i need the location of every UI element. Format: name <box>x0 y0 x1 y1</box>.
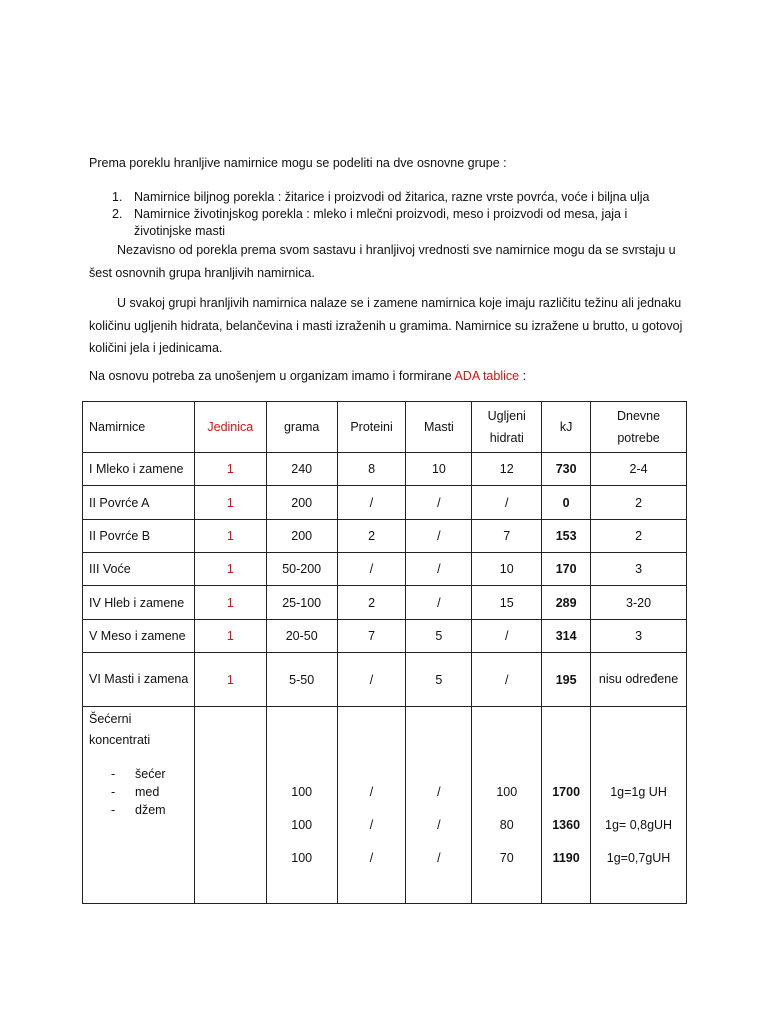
table-row <box>83 486 687 520</box>
fat-cell: 5 <box>406 620 472 653</box>
row-name: I Mleko i zamene <box>83 453 195 486</box>
row-name: II Povrće A <box>83 486 195 520</box>
daily-cell <box>591 707 687 904</box>
unit-cell: 1 <box>194 453 266 486</box>
carbs-cell <box>472 707 542 904</box>
header-cell: Proteini <box>337 402 406 453</box>
daily-cell: 3 <box>591 553 687 586</box>
header-cell: Ugljeni hidrati <box>472 402 542 453</box>
protein-cell: 7 <box>337 620 406 653</box>
grams-cell: 200 <box>266 520 337 553</box>
header-cell: Namirnice <box>83 402 195 453</box>
kj-cell: 195 <box>542 653 591 707</box>
protein-cell: 2 <box>337 586 406 620</box>
carbs-cell: 10 <box>472 553 542 586</box>
ada-tables-highlight: ADA tablice <box>454 369 520 383</box>
kj-cell: 0 <box>542 486 591 520</box>
daily-cell: 3 <box>591 620 687 653</box>
grams-cell: 25-100 <box>266 586 337 620</box>
unit-cell <box>194 707 266 904</box>
paragraph-groups: Nezavisno od porekla prema svom sastavu i hranljivoj vrednosti sve namirnice mogu da se svrstaju u šest osnovnih grupa hranljivih namirnica. <box>89 243 676 280</box>
carbs-value: 100 <box>496 784 518 799</box>
unit-cell: 1 <box>194 653 266 707</box>
table-header-row <box>83 402 687 453</box>
daily-cell: 2-4 <box>591 453 687 486</box>
fat-cell: / <box>406 486 472 520</box>
sugar-items <box>89 765 191 819</box>
daily-cell: 2 <box>591 486 687 520</box>
daily-cell: nisu određene <box>591 653 687 707</box>
header-cell: kJ <box>542 402 591 453</box>
daily-value: 1g=1g UH <box>610 784 667 799</box>
ada-intro-after: : <box>519 369 527 383</box>
table-row <box>83 553 687 586</box>
ada-table <box>82 401 687 904</box>
carbs-cell: 15 <box>472 586 542 620</box>
row-name: V Meso i zamene <box>83 620 195 653</box>
grams-value: 100 <box>291 784 313 799</box>
fat-value: / <box>437 817 441 832</box>
protein-cell: / <box>337 553 406 586</box>
table-row <box>83 453 687 486</box>
list-text: Namirnice životinjskog porekla : mleko i mlečni proizvodi, meso i proizvodi od mesa, jaja i životinjske masti <box>134 207 628 238</box>
carbs-cell: / <box>472 620 542 653</box>
kj-cell: 730 <box>542 453 591 486</box>
protein-value: / <box>369 850 374 865</box>
carbs-cell: / <box>472 653 542 707</box>
list-item: - džem <box>111 801 191 819</box>
daily-cell: 3-20 <box>591 586 687 620</box>
header-cell: Masti <box>406 402 472 453</box>
table-row <box>83 586 687 620</box>
fat-cell: / <box>406 553 472 586</box>
carbs-cell: 7 <box>472 520 542 553</box>
unit-cell: 1 <box>194 520 266 553</box>
unit-cell: 1 <box>194 620 266 653</box>
grams-cell: 20-50 <box>266 620 337 653</box>
table-row-sugar <box>83 707 687 904</box>
grams-cell <box>266 707 337 904</box>
row-name: II Povrće B <box>83 520 195 553</box>
row-name-sugar <box>83 707 195 904</box>
unit-cell: 1 <box>194 486 266 520</box>
list-item: - med <box>111 783 191 801</box>
header-cell: grama <box>266 402 337 453</box>
fat-cell: / <box>406 520 472 553</box>
daily-cell: 2 <box>591 520 687 553</box>
kj-cell: 170 <box>542 553 591 586</box>
protein-cell: / <box>337 486 406 520</box>
unit-cell: 1 <box>194 586 266 620</box>
list-item: - šećer <box>111 765 191 783</box>
paragraph-ada-intro <box>89 365 689 388</box>
protein-cell: 2 <box>337 520 406 553</box>
row-name: VI Masti i zamena <box>83 653 195 707</box>
protein-cell: 8 <box>337 453 406 486</box>
protein-value: / <box>369 817 374 832</box>
fat-value: / <box>437 784 441 799</box>
table-row <box>83 520 687 553</box>
carbs-cell: / <box>472 486 542 520</box>
table-row <box>83 653 687 707</box>
sugar-title: Šećerni koncentrati <box>89 712 151 747</box>
list-text: Namirnice biljnog porekla : žitarice i proizvodi od žitarica, razne vrste povrća, voće i biljna ulja <box>134 190 650 204</box>
protein-cell: / <box>337 653 406 707</box>
fat-cell <box>406 707 472 904</box>
unit-cell: 1 <box>194 553 266 586</box>
grams-cell: 5-50 <box>266 653 337 707</box>
row-name: IV Hleb i zamene <box>83 586 195 620</box>
list-number: 2. <box>112 207 123 221</box>
carbs-value: 70 <box>499 850 514 865</box>
intro-text: Prema poreklu hranljive namirnice mogu se podeliti na dve osnovne grupe : <box>89 156 507 170</box>
kj-cell <box>542 707 591 904</box>
fat-cell: 10 <box>406 453 472 486</box>
kj-cell: 289 <box>542 586 591 620</box>
fat-value: / <box>437 850 441 865</box>
row-name: III Voće <box>83 553 195 586</box>
kj-cell: 153 <box>542 520 591 553</box>
ada-intro-before: Na osnovu potreba za unošenjem u organizam imamo i formirane <box>89 369 455 383</box>
daily-value: 1g= 0,8gUH <box>605 817 673 832</box>
grams-cell: 200 <box>266 486 337 520</box>
paragraph-substitutes: U svakoj grupi hranljivih namirnica nalaze se i zamene namirnica koje imaju različitu težinu ali jednaku količinu ugljenih hidrata, belančevina i masti izraženih u gramima. Namirnice su izražene u brutto, u gotovoj količini jela i jedinicama. <box>89 296 683 355</box>
carbs-cell: 12 <box>472 453 542 486</box>
header-cell: Jedinica <box>194 402 266 453</box>
grams-cell: 240 <box>266 453 337 486</box>
kj-value: 1700 <box>552 784 581 799</box>
protein-value: / <box>369 784 374 799</box>
fat-cell: 5 <box>406 653 472 707</box>
list-item <box>112 189 672 206</box>
kj-value: 1360 <box>552 817 581 832</box>
fat-cell: / <box>406 586 472 620</box>
list-number: 1. <box>112 190 123 204</box>
daily-value: 1g=0,7gUH <box>606 850 671 865</box>
food-origin-list <box>112 189 672 240</box>
grams-value: 100 <box>291 850 313 865</box>
kj-cell: 314 <box>542 620 591 653</box>
grams-cell: 50-200 <box>266 553 337 586</box>
carbs-value: 80 <box>499 817 514 832</box>
header-cell: Dnevne potrebe <box>591 402 687 453</box>
list-item <box>112 206 672 240</box>
table-row <box>83 620 687 653</box>
protein-cell <box>337 707 406 904</box>
grams-value: 100 <box>291 817 313 832</box>
kj-value: 1190 <box>552 850 580 865</box>
